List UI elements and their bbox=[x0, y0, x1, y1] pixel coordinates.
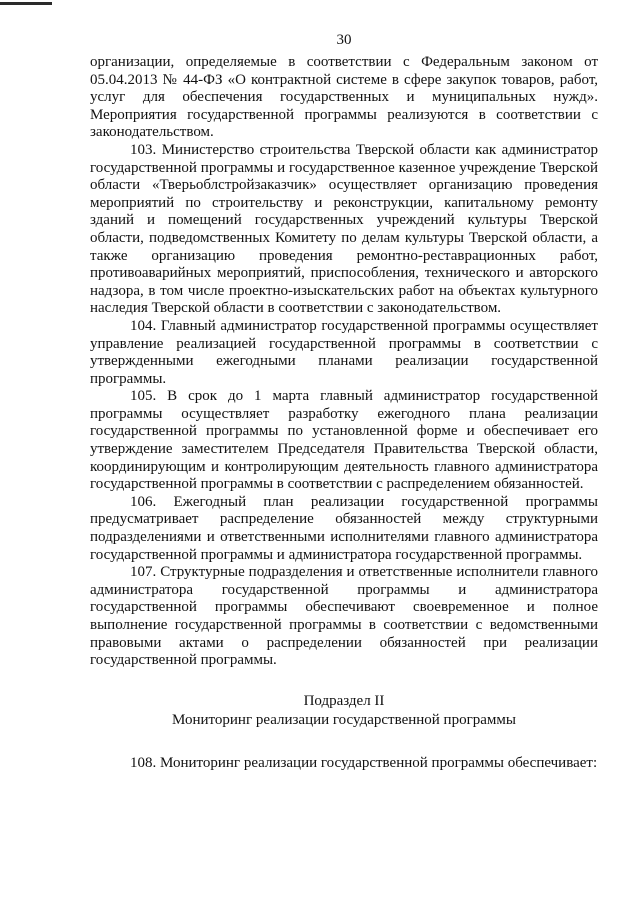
paragraph-intro: организации, определяемые в соответствии с Федеральным законом от 05.04.2013 № 44-ФЗ «О контрактной системе в сфере закупок товаров, работ, услуг для обеспечения государственных и муниципальных нужд». Мероприятия государственной программы реализуются в соответствии с законодательством. bbox=[90, 54, 598, 141]
scan-edge-mark bbox=[0, 2, 52, 5]
paragraph-106: 106. Ежегодный план реализации государственной программы предусматривает распределение обязанностей между структурными подразделениями и ответственными исполнителями главного администратора государственной программы и администратора государственной программы. bbox=[90, 493, 598, 563]
paragraph-103: 103. Министерство строительства Тверской области как администратор государственной программы и государственное казенное учреждение Тверской области «Тверьоблстройзаказчик» осуществляет организацию проведения мероприятий по строительству и реконструкции, капитальному ремонту зданий и помещений государственных учреждений культуры Тверской области, подведомственных Комитету по делам культуры Тверской области, а также организацию проведения ремонтно-реставрационных работ, противоаварийных мероприятий, приспособления, технического и авторского надзора, в том числе проектно-изыскательских работ на объектах культурного наследия Тверской области в соответствии с законодательством. bbox=[90, 141, 598, 317]
paragraph-104: 104. Главный администратор государственной программы осуществляет управление реализацией государственной программы в соответствии с утвержденными ежегодными планами реализации государственной программы. bbox=[90, 317, 598, 387]
section-title: Подраздел II bbox=[303, 692, 385, 709]
paragraph-107: 107. Структурные подразделения и ответственные исполнители главного администратора государственной программы и администратора государственной программы обеспечивают своевременное и полное выполнение государственной программы в соответствии с ведомственными правовыми актами о распределении обязанностей при реализации государственной программы. bbox=[90, 564, 598, 669]
section-subtitle: Мониторинг реализации государственной программы bbox=[172, 711, 516, 728]
paragraph-105: 105. В срок до 1 марта главный администратор государственной программы осуществляет разработку ежегодного плана реализации государственной программы по установленной форме и обеспечивает его утверждение заместителем Председателя Правительства Тверской области, координирующим и контролирующим деятельность главного администратора государственной программы в соответствии с распределением обязанностей. bbox=[90, 388, 598, 493]
document-page bbox=[90, 30, 598, 772]
page-number: 30 bbox=[336, 32, 352, 48]
paragraph-108: 108. Мониторинг реализации государственной программы обеспечивает: bbox=[130, 754, 598, 771]
